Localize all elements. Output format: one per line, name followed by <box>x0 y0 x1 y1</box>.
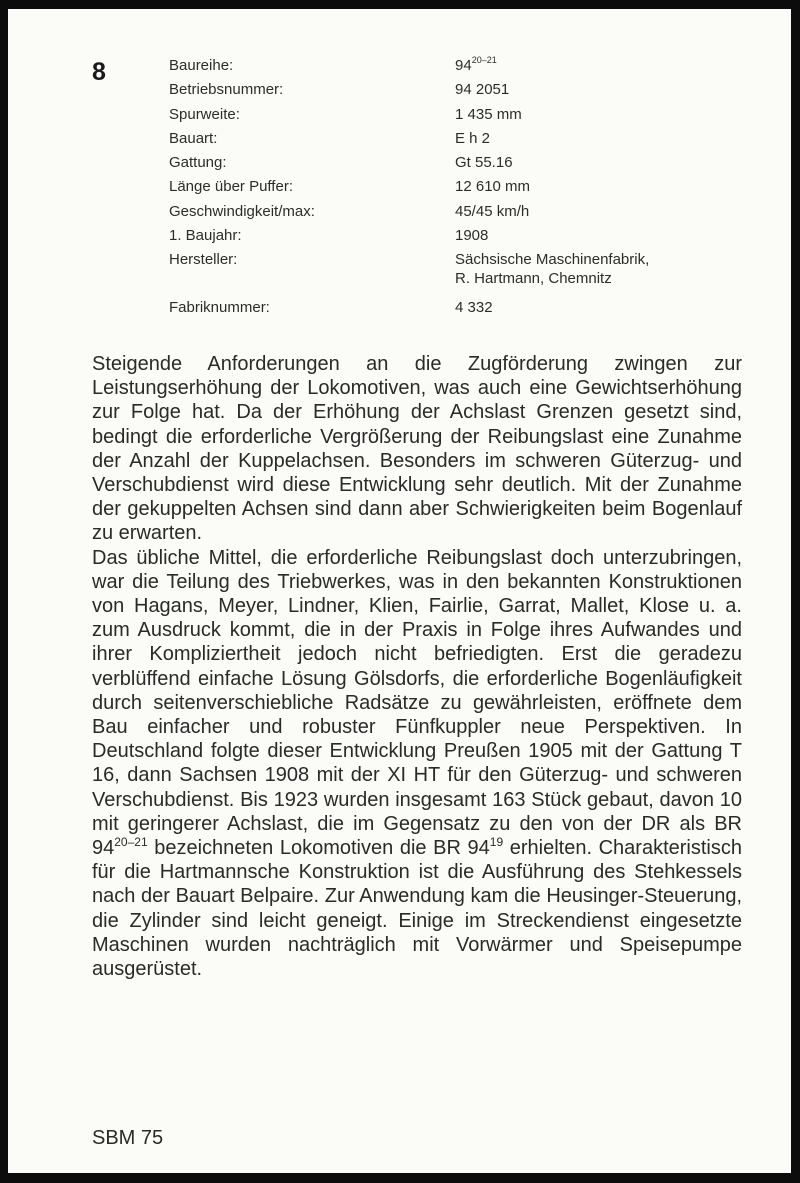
spec-row <box>169 202 729 221</box>
spec-table <box>169 56 729 323</box>
body-text-segment: erhielten. Charakteristisch für die Hartmannsche Konstruktion ist die Ausführung des Stehkessels nach der Bauart Belpaire. Zur Anwendung kam die Heusinger-Steuerung, die Zylinder sind leicht geneigt. Einige im Streckendienst eingesetzte Maschinen wurden nachträglich mit Vorwärmer und Speisepumpe ausgerüstet. <box>92 837 742 981</box>
spec-value: 12 610 mm <box>455 178 531 196</box>
card-number: 8 <box>92 58 106 86</box>
spec-value: 94 2051 <box>455 81 510 99</box>
spec-value <box>455 56 497 75</box>
spec-row <box>169 105 729 124</box>
spec-value: 4 332 <box>455 299 493 317</box>
spec-value: Gt 55.16 <box>455 154 513 172</box>
spec-value-main: 94 <box>455 57 472 74</box>
body-text-segment: bezeichneten Lokomotiven die BR 94 <box>147 837 490 860</box>
spec-label: Bauart: <box>169 129 218 147</box>
spec-label: Gattung: <box>169 154 227 172</box>
spec-label: Baureihe: <box>169 57 234 74</box>
document-card <box>8 9 791 1173</box>
body-paragraph <box>92 546 742 982</box>
spec-label: Hersteller: <box>169 251 238 269</box>
spec-row <box>169 80 729 99</box>
spec-value: 45/45 km/h <box>455 202 530 220</box>
spec-row <box>169 177 729 196</box>
spec-value <box>455 250 649 288</box>
spec-value-line: R. Hartmann, Chemnitz <box>455 270 612 288</box>
spec-label: 1. Baujahr: <box>169 227 242 245</box>
spec-row <box>169 250 729 288</box>
spec-label: Betriebsnummer: <box>169 81 284 99</box>
spec-row <box>169 129 729 148</box>
spec-value-superscript: 20–21 <box>471 55 497 65</box>
spec-value: 1 435 mm <box>455 105 522 123</box>
spec-label: Fabriknummer: <box>169 299 270 317</box>
body-text-segment: Das übliche Mittel, die erforderliche Reibungslast doch unterzubringen, war die Teilung des Triebwerkes, was in den bekannten Konstruktionen von Hagans, Meyer, Lindner, Klien, Fairlie, Garrat, Mallet, Klose u. a. zum Ausdruck kommt, die in der Praxis in Folge ihres Aufwandes und ihrer Kompliziertheit jedoch nicht befriedigten. Erst die geradezu verblüffend einfache Lösung Gölsdorfs, die erforderliche Bogenläufigkeit durch seitenverschiebliche Radsätze zu gewährleisten, eröffnete dem Bau einfacher und robuster Fünfkuppler neue Perspektiven. In Deutschland folgte dieser Entwicklung Preußen 1905 mit der Gattung T 16, dann Sachsen 1908 mit der XI HT für den Güterzug- und schweren Verschubdienst. Bis 1923 wurden insgesamt 163 Stück gebaut, davon 10 mit geringerer Achslast, die im Gegensatz zu den von der DR als BR 94 <box>92 546 742 860</box>
body-paragraph: Steigende Anforderungen an die Zugförderung zwingen zur Leistungserhöhung der Lokomotiven, was auch eine Gewichtserhöhung zur Folge hat. Da der Erhöhung der Achslast Grenzen gesetzt sind, bedingt die erforderliche Vergrößerung der Reibungslast eine Zunahme der Anzahl der Kuppelachsen. Besonders im schweren Güterzug- und Verschubdienst wird diese Entwicklung sehr deutlich. Mit der Zunahme der gekuppelten Achsen sind dann aber Schwierigkeiten beim Bogenlauf zu erwarten. <box>92 353 742 545</box>
footer-code: SBM 75 <box>92 1127 164 1149</box>
spec-label: Länge über Puffer: <box>169 178 293 196</box>
spec-row <box>169 153 729 172</box>
spec-row <box>169 298 729 317</box>
spec-row <box>169 56 729 75</box>
class-superscript: 19 <box>489 835 504 850</box>
body-text <box>92 352 742 981</box>
spec-value: E h 2 <box>455 129 491 147</box>
spec-row <box>169 226 729 245</box>
spec-label: Spurweite: <box>169 105 240 123</box>
spec-label: Geschwindigkeit/max: <box>169 202 315 220</box>
spec-value: 1908 <box>455 227 489 245</box>
spec-value-line: Sächsische Maschinenfabrik, <box>455 251 650 269</box>
class-superscript: 20–21 <box>114 835 148 850</box>
